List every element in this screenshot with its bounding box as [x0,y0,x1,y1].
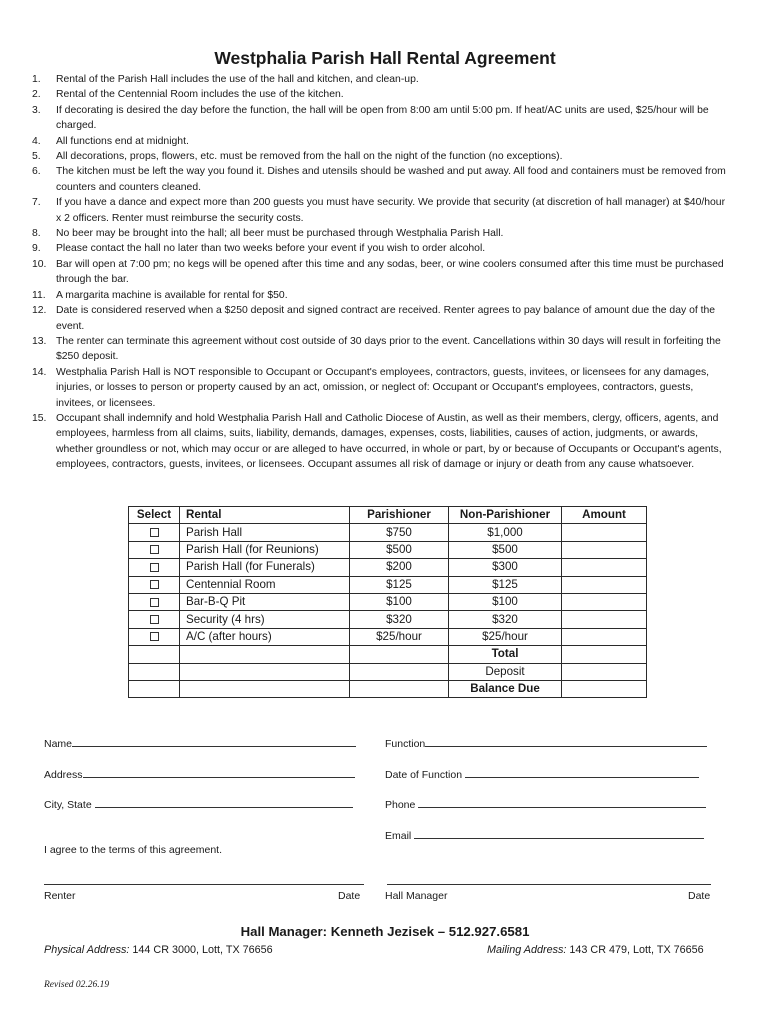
term-number: 12. [32,305,47,317]
physical-address [44,944,273,956]
amount-cell[interactable] [562,628,647,645]
term-text: The renter can terminate this agreement without cost outside of 30 days prior to the event. Cancellations within 30 days will result in forfeiting the $250 deposit. [56,335,721,363]
term-text: Bar will open at 7:00 pm; no kegs will be opened after this time and any sodas, beer, or wine coolers consumed after this time must be purchased through the bar. [56,258,724,286]
table-header-row [129,507,647,524]
empty-cell [350,646,449,663]
non-parishioner-price-cell: $300 [449,559,562,576]
term-item [32,257,732,288]
hall-manager-contact: Hall Manager: Kenneth Jezisek – 512.927.6581 [240,924,530,939]
amount-cell[interactable] [562,576,647,593]
parishioner-price-cell: $125 [350,576,449,593]
agree-text: I agree to the terms of this agreement. [44,844,223,856]
term-item [32,72,732,87]
term-number: 9. [32,243,41,255]
rental-name-cell: A/C (after hours) [180,628,350,645]
empty-cell [129,680,180,697]
term-text: A margarita machine is available for rental for $50. [56,289,288,301]
total-row [129,646,647,663]
renter-label: Renter [44,890,76,902]
term-number: 11. [32,289,46,301]
table-row [129,541,647,558]
select-checkbox[interactable] [150,598,159,607]
table-row [129,611,647,628]
empty-cell [180,680,350,697]
name-field[interactable] [44,736,356,750]
term-text: Please contact the hall no later than two weeks before your event if you wish to order alcohol. [56,243,486,255]
balance-due-label: Balance Due [449,680,562,697]
city-state-field[interactable] [44,797,353,811]
name-label: Name [44,738,73,750]
renter-signature-line[interactable] [44,884,364,885]
date-of-function-line[interactable] [465,767,699,778]
function-label: Function [385,738,426,750]
term-text: Westphalia Parish Hall is NOT responsible to Occupant or Occupant's employees, contractors, guests, invitees, or licensees for any damages, injuries, or losses to person or property caused by an act, omission, or neglect of: Occupant or Occupant's employees, contractors, guests, invitees, or licensees. [56,366,710,409]
phone-field[interactable] [385,797,706,811]
select-checkbox[interactable] [150,615,159,624]
email-field[interactable] [385,828,704,842]
term-number: 3. [32,104,41,116]
rental-name-cell: Bar-B-Q Pit [180,593,350,610]
term-item [32,134,732,149]
parishioner-price-cell: $100 [350,593,449,610]
revised-date: Revised 02.26.19 [44,980,110,990]
term-text: Rental of the Parish Hall includes the use of the hall and kitchen, and clean-up. [56,74,419,85]
total-amount-cell[interactable] [562,646,647,663]
header-amount: Amount [562,507,647,524]
term-item [32,303,732,334]
amount-cell[interactable] [562,611,647,628]
manager-date-label: Date [688,890,711,902]
select-checkbox[interactable] [150,580,159,589]
deposit-row [129,663,647,680]
address-line[interactable] [83,767,355,778]
physical-address-label: Physical Address: [44,944,130,956]
rental-table [128,506,647,698]
term-number: 5. [32,151,41,163]
amount-cell[interactable] [562,541,647,558]
hall-manager-label: Hall Manager [385,890,448,902]
function-field[interactable] [385,736,707,750]
term-item [32,288,732,303]
balance-due-amount-cell[interactable] [562,680,647,697]
non-parishioner-price-cell: $125 [449,576,562,593]
non-parishioner-price-cell: $500 [449,541,562,558]
address-field[interactable] [44,767,355,781]
parishioner-price-cell: $320 [350,611,449,628]
empty-cell [129,663,180,680]
non-parishioner-price-cell: $100 [449,593,562,610]
rental-name-cell: Parish Hall [180,524,350,541]
term-item [32,195,732,226]
parishioner-price-cell: $25/hour [350,628,449,645]
deposit-label: Deposit [449,663,562,680]
term-item [32,334,732,365]
term-number: 10. [32,258,47,270]
name-line[interactable] [72,736,356,747]
physical-address-value: 144 CR 3000, Lott, TX 76656 [132,944,273,956]
terms-list [32,72,732,473]
city-state-label: City, State [44,799,92,811]
select-checkbox[interactable] [150,563,159,572]
term-item [32,103,732,134]
manager-signature-line[interactable] [387,884,711,885]
parishioner-price-cell: $200 [350,559,449,576]
rental-name-cell: Security (4 hrs) [180,611,350,628]
date-of-function-field[interactable] [385,767,699,781]
rental-name-cell: Parish Hall (for Funerals) [180,559,350,576]
select-cell [129,593,180,610]
total-label: Total [449,646,562,663]
select-cell [129,524,180,541]
table-row [129,628,647,645]
amount-cell[interactable] [562,593,647,610]
rental-name-cell: Parish Hall (for Reunions) [180,541,350,558]
term-number: 7. [32,197,41,209]
term-number: 1. [32,74,41,85]
city-state-line[interactable] [95,797,353,808]
select-cell [129,576,180,593]
deposit-amount-cell[interactable] [562,663,647,680]
mailing-address-label: Mailing Address: [487,944,567,956]
term-item [32,226,732,241]
select-cell [129,611,180,628]
term-text: Rental of the Centennial Room includes the use of the kitchen. [56,89,344,101]
parishioner-price-cell: $500 [350,541,449,558]
term-text: Date is considered reserved when a $250 deposit and signed contract are received. Renter agrees to pay balance of amount due the day of the event. [56,305,716,332]
header-parishioner: Parishioner [350,507,449,524]
select-cell [129,559,180,576]
function-line[interactable] [425,736,707,747]
header-non-parishioner: Non-Parishioner [449,507,562,524]
phone-label: Phone [385,799,416,811]
term-item [32,241,732,256]
header-rental: Rental [180,507,350,524]
select-cell [129,541,180,558]
table-row [129,576,647,593]
header-select: Select [129,507,180,524]
empty-cell [180,663,350,680]
term-number: 6. [32,166,41,178]
term-number: 14. [32,366,47,378]
term-text: All decorations, props, flowers, etc. must be removed from the hall on the night of the function (no exceptions). [56,151,563,163]
table-row [129,524,647,541]
amount-cell[interactable] [562,559,647,576]
term-number: 13. [32,335,47,347]
term-item [32,87,732,102]
term-text: No beer may be brought into the hall; all beer must be purchased through Westphalia Parish Hall. [56,228,504,240]
term-number: 8. [32,228,41,240]
mailing-address [487,944,704,956]
address-label: Address [44,769,83,781]
parishioner-price-cell: $750 [350,524,449,541]
term-text: If decorating is desired the day before the function, the hall will be open from 8:00 am until 5:00 pm. If heat/AC units are used, $25/hour will be charged. [56,104,709,132]
date-of-function-label: Date of Function [385,769,463,781]
email-label: Email [385,830,412,842]
select-checkbox[interactable] [150,632,159,641]
rental-name-cell: Centennial Room [180,576,350,593]
term-text: All functions end at midnight. [56,135,189,147]
term-text: If you have a dance and expect more than 200 guests you must have security. We provide that security (at discretion of hall manager) at $40/hour x 2 officers. Renter must reimburse the security costs. [56,197,726,224]
term-number: 4. [32,135,41,147]
renter-date-label: Date [338,890,361,902]
mailing-address-value: 143 CR 479, Lott, TX 76656 [569,944,704,956]
select-checkbox[interactable] [150,528,159,537]
table-row [129,559,647,576]
empty-cell [129,646,180,663]
term-text: Occupant shall indemnify and hold Westphalia Parish Hall and Catholic Diocese of Austin, as well as their members, clergy, officers, agents, and employees, harmless from all claims, suits, liability, demands, damages, expenses, costs, liabilities, causes of action, judgments, or awards, whether groundless or not, which may occur or are alleged to have occurred, in whole or part, by or because of Occupants or Occupant's agents, employees, contractors, guests, invitees, or licensees. Occupant assumes all risk of damage or injury or death from any cause whatsoever. [56,412,722,471]
term-number: 15. [32,412,47,424]
term-item [32,411,732,473]
term-item [32,149,732,164]
term-item [32,365,732,411]
term-number: 2. [32,89,41,101]
balance-due-row [129,680,647,697]
non-parishioner-price-cell: $320 [449,611,562,628]
empty-cell [350,663,449,680]
non-parishioner-price-cell: $1,000 [449,524,562,541]
amount-cell[interactable] [562,524,647,541]
term-text: The kitchen must be left the way you found it. Dishes and utensils should be washed and put away. All food and containers must be removed from counters and counters cleaned. [56,166,726,193]
phone-line[interactable] [418,797,706,808]
email-line[interactable] [414,828,704,839]
empty-cell [350,680,449,697]
term-item [32,164,732,195]
select-checkbox[interactable] [150,545,159,554]
select-cell [129,628,180,645]
table-row [129,593,647,610]
page-title: Westphalia Parish Hall Rental Agreement [214,48,556,68]
non-parishioner-price-cell: $25/hour [449,628,562,645]
empty-cell [180,646,350,663]
